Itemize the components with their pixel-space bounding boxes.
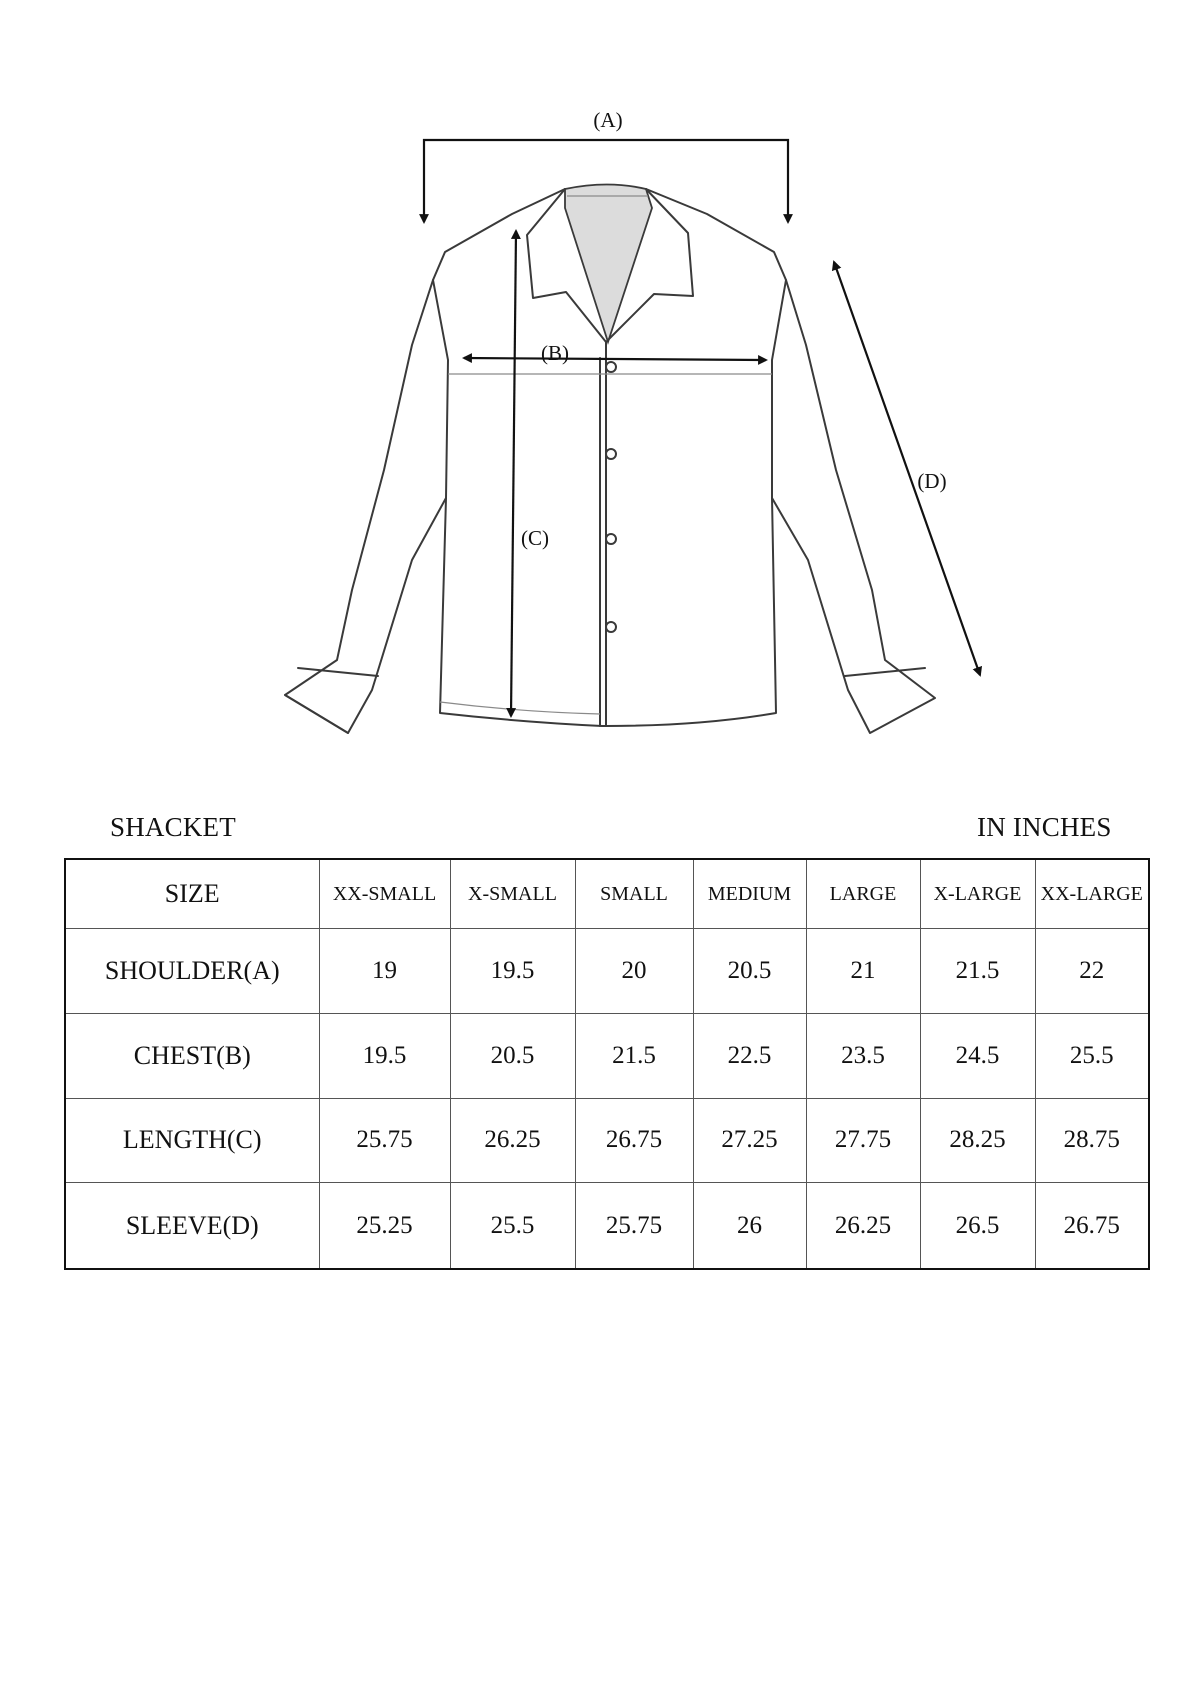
- chest-dimension-b: [464, 358, 766, 360]
- label-a: (A): [593, 108, 623, 132]
- size-chart-table: [64, 858, 1150, 1270]
- table-cell: 25.75: [319, 1098, 450, 1183]
- table-cell: 23.5: [806, 1013, 920, 1098]
- table-cell: 21.5: [920, 929, 1035, 1014]
- table-cell: 21.5: [575, 1013, 693, 1098]
- table-cell: 20.5: [693, 929, 806, 1014]
- size-column-header: SMALL: [575, 859, 693, 929]
- table-row: [65, 1183, 1149, 1269]
- length-dimension-c: [511, 231, 516, 716]
- table-cell: 20.5: [450, 1013, 575, 1098]
- table-cell: 27.75: [806, 1098, 920, 1183]
- dimension-markers: [424, 108, 980, 716]
- button-1: [606, 362, 616, 372]
- size-column-header: X-LARGE: [920, 859, 1035, 929]
- size-column-header: XX-SMALL: [319, 859, 450, 929]
- left-cuff: [285, 668, 378, 733]
- row-label: LENGTH(C): [65, 1098, 319, 1183]
- row-label: SHOULDER(A): [65, 929, 319, 1014]
- row-label: SLEEVE(D): [65, 1183, 319, 1269]
- table-cell: 27.25: [693, 1098, 806, 1183]
- table-cell: 19.5: [450, 929, 575, 1014]
- table-row: [65, 1098, 1149, 1183]
- button-4: [606, 622, 616, 632]
- table-cell: 21: [806, 929, 920, 1014]
- right-sleeve: [772, 280, 935, 733]
- table-cell: 26.75: [1035, 1183, 1149, 1269]
- table-cell: 25.25: [319, 1183, 450, 1269]
- table-cell: 26.75: [575, 1098, 693, 1183]
- table-cell: 25.5: [1035, 1013, 1149, 1098]
- table-row: [65, 1013, 1149, 1098]
- table-cell: 28.75: [1035, 1098, 1149, 1183]
- table-cell: 26.25: [450, 1098, 575, 1183]
- table-cell: 25.75: [575, 1183, 693, 1269]
- table-cell: 24.5: [920, 1013, 1035, 1098]
- table-cell: 19.5: [319, 1013, 450, 1098]
- table-cell: 22: [1035, 929, 1149, 1014]
- table-header-row: [65, 859, 1149, 929]
- row-label: CHEST(B): [65, 1013, 319, 1098]
- table-cell: 20: [575, 929, 693, 1014]
- left-sleeve: [285, 280, 446, 733]
- size-column-header: XX-LARGE: [1035, 859, 1149, 929]
- table-cell: 26.5: [920, 1183, 1035, 1269]
- right-cuff: [845, 668, 925, 676]
- unit-label: IN INCHES: [977, 812, 1112, 842]
- size-column-header: LARGE: [806, 859, 920, 929]
- chart-title: SHACKET: [110, 812, 236, 842]
- collar-inner: [565, 185, 652, 343]
- shirt-drawing: [285, 185, 935, 734]
- table-cell: 26: [693, 1183, 806, 1269]
- label-c: (C): [521, 526, 549, 550]
- size-column-header: MEDIUM: [693, 859, 806, 929]
- sleeve-dimension-d: [834, 262, 980, 675]
- table-cell: 26.25: [806, 1183, 920, 1269]
- label-b: (B): [541, 341, 569, 365]
- table-cell: 22.5: [693, 1013, 806, 1098]
- table-cell: 28.25: [920, 1098, 1035, 1183]
- table-cell: 25.5: [450, 1183, 575, 1269]
- label-d: (D): [917, 469, 947, 493]
- garment-measurement-diagram: [0, 0, 1200, 760]
- table-row: [65, 929, 1149, 1014]
- button-2: [606, 449, 616, 459]
- size-column-header: X-SMALL: [450, 859, 575, 929]
- button-3: [606, 534, 616, 544]
- size-header: SIZE: [65, 859, 319, 929]
- table-cell: 19: [319, 929, 450, 1014]
